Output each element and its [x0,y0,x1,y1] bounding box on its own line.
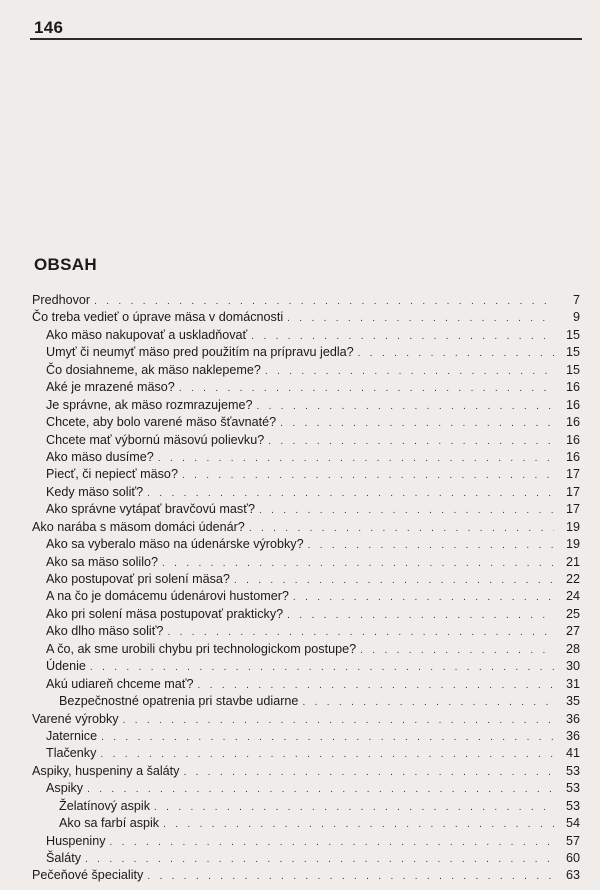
toc-entry [0,833,600,850]
toc-entry-title: Tlačenky [46,746,97,761]
toc-entry-page: 22 [565,572,580,586]
toc-entry-title: Piecť, či nepiecť mäso? [46,467,178,482]
toc-leader-dots [198,677,554,694]
toc-entry-title: Šaláty [46,851,82,865]
toc-leader-dots [280,415,554,432]
toc-entry [0,815,600,832]
toc-entry-page: 53 [565,763,580,778]
toc-leader-dots [256,398,554,415]
toc-entry-title: Chcete mať výbornú mäsovú polievku? [46,432,265,447]
toc-entry-title: Aspiky [46,781,84,796]
toc-entry-title: Chcete, aby bolo varené mäso šťavnaté? [46,415,277,430]
toc-leader-dots [154,799,554,816]
toc-entry-title: Aspiky, huspeniny a šaláty [32,763,180,778]
toc-entry-page: 36 [565,728,580,743]
toc-entry [0,606,600,623]
toc-entry-title: Údenie [46,659,86,674]
toc-entry-title: Bezpečnostné opatrenia pri stavbe udiarne [59,694,299,709]
toc-entry-title: Pečeňové špeciality [32,868,144,883]
toc-entry-page: 15 [565,345,580,360]
toc-entry [0,379,600,396]
toc-entry [0,763,600,780]
toc-entry [0,397,600,414]
toc-leader-dots [163,816,554,833]
toc-entry [0,449,600,466]
toc-leader-dots [167,624,554,641]
toc-leader-dots [85,851,554,868]
toc-leader-dots [147,485,554,502]
toc-entry [0,309,600,326]
toc-entry-page: 27 [565,624,580,639]
toc-leader-dots [358,345,554,362]
toc-leader-dots [249,520,554,537]
toc-entry [0,676,600,693]
toc-leader-dots [308,537,554,554]
toc-entry-page: 19 [565,537,580,552]
table-of-contents [0,292,600,885]
toc-entry-title: Aké je mrazené mäso? [46,380,175,395]
toc-entry-title: Ako sa farbí aspik [59,816,160,831]
toc-leader-dots [287,310,554,327]
toc-leader-dots [234,572,554,589]
toc-entry-page: 63 [565,868,580,883]
toc-leader-dots [293,589,554,606]
toc-leader-dots [259,502,554,519]
toc-entry-title: Ako sa vyberalo mäso na údenárske výrobky? [46,537,304,552]
toc-entry-page: 16 [565,380,580,395]
toc-entry [0,414,600,431]
toc-entry [0,588,600,605]
toc-entry-page: 57 [565,833,580,848]
toc-entry [0,571,600,588]
page-number: 146 [34,18,64,37]
toc-leader-dots [110,834,554,851]
toc-entry [0,484,600,501]
toc-entry [0,867,600,884]
toc-entry-page: 17 [565,467,580,482]
toc-entry-title: Umyť či neumyť mäso pred použitím na prípravu jedla? [46,345,354,360]
toc-entry [0,780,600,797]
toc-entry-page: 21 [565,554,580,569]
toc-entry-page: 41 [565,746,580,761]
toc-entry-page: 54 [565,816,580,831]
toc-entry [0,658,600,675]
toc-entry-page: 53 [565,798,580,813]
toc-entry [0,554,600,571]
toc-leader-dots [123,712,554,729]
toc-entry [0,850,600,867]
toc-entry-title: Huspeniny [46,833,106,848]
toc-entry-page: 24 [565,589,580,604]
toc-entry-title: Jaternice [46,728,98,743]
toc-entry-title: A na čo je domácemu údenárovi hustomer? [46,589,289,604]
toc-entry [0,536,600,553]
toc-entry-title: Ako postupovať pri solení mäsa? [46,572,230,586]
header-rule [30,38,582,40]
toc-entry-title: A čo, ak sme urobili chybu pri technologickom postupe? [46,641,357,656]
toc-entry-title: Kedy mäso soliť? [46,484,144,499]
toc-entry [0,641,600,658]
toc-entry [0,432,600,449]
toc-leader-dots [287,607,554,624]
toc-leader-dots [182,467,554,484]
toc-entry-page: 7 [572,293,580,307]
toc-leader-dots [179,380,554,397]
toc-entry-title: Ako narába s mäsom domáci údenár? [32,519,245,534]
toc-entry [0,292,600,309]
toc-leader-dots [302,694,554,711]
toc-leader-dots [183,764,554,781]
toc-entry-page: 53 [565,781,580,796]
toc-entry [0,362,600,379]
toc-leader-dots [265,363,554,380]
toc-entry-page: 16 [565,432,580,447]
toc-entry [0,798,600,815]
toc-entry-page: 16 [565,415,580,430]
toc-entry-page: 15 [565,327,580,342]
toc-entry-title: Želatínový aspik [59,798,150,813]
toc-entry-title: Čo dosiahneme, ak mäso naklepeme? [46,362,261,377]
toc-entry [0,519,600,536]
toc-entry-page: 9 [572,310,580,325]
toc-entry-title: Akú udiareň chceme mať? [46,676,194,691]
toc-entry-page: 60 [565,851,580,865]
toc-leader-dots [360,642,554,659]
toc-entry-page: 25 [565,606,580,621]
toc-entry-page: 31 [565,676,580,691]
toc-leader-dots [162,555,554,572]
toc-leader-dots [147,868,554,885]
toc-entry-page: 16 [565,449,580,464]
toc-entry [0,693,600,710]
toc-entry-page: 35 [565,694,580,709]
toc-leader-dots [101,729,554,746]
toc-entry [0,501,600,518]
toc-entry-page: 28 [565,641,580,656]
toc-entry [0,466,600,483]
toc-entry-title: Ako správne vytápať bravčovú masť? [46,502,255,517]
toc-entry-title: Varené výrobky [32,711,119,726]
toc-leader-dots [100,746,554,763]
toc-entry-page: 17 [565,502,580,517]
toc-entry-title: Ako sa mäso solilo? [46,554,158,569]
toc-entry [0,728,600,745]
toc-entry-page: 17 [565,484,580,499]
toc-entry-title: Ako pri solení mäsa postupovať prakticky? [46,606,284,621]
toc-entry-title: Ako mäso dusíme? [46,449,154,464]
toc-leader-dots [268,433,554,450]
toc-entry-title: Čo treba vedieť o úprave mäsa v domácnosti [32,310,284,325]
toc-leader-dots [94,293,554,310]
toc-entry-title: Je správne, ak mäso rozmrazujeme? [46,397,253,412]
toc-entry-page: 36 [565,711,580,726]
section-title: OBSAH [34,255,97,274]
toc-entry-title: Ako mäso nakupovať a uskladňovať [46,327,248,342]
toc-entry [0,711,600,728]
toc-leader-dots [87,781,554,798]
toc-entry-title: Predhovor [32,293,91,307]
toc-entry-page: 19 [565,519,580,534]
toc-entry [0,623,600,640]
toc-entry-page: 15 [565,362,580,377]
toc-entry-page: 16 [565,397,580,412]
toc-entry [0,745,600,762]
toc-leader-dots [251,328,554,345]
toc-entry [0,327,600,344]
toc-entry-page: 30 [565,659,580,674]
toc-leader-dots [90,659,554,676]
toc-entry [0,344,600,361]
toc-entry-title: Ako dlho mäso soliť? [46,624,164,639]
toc-leader-dots [158,450,554,467]
